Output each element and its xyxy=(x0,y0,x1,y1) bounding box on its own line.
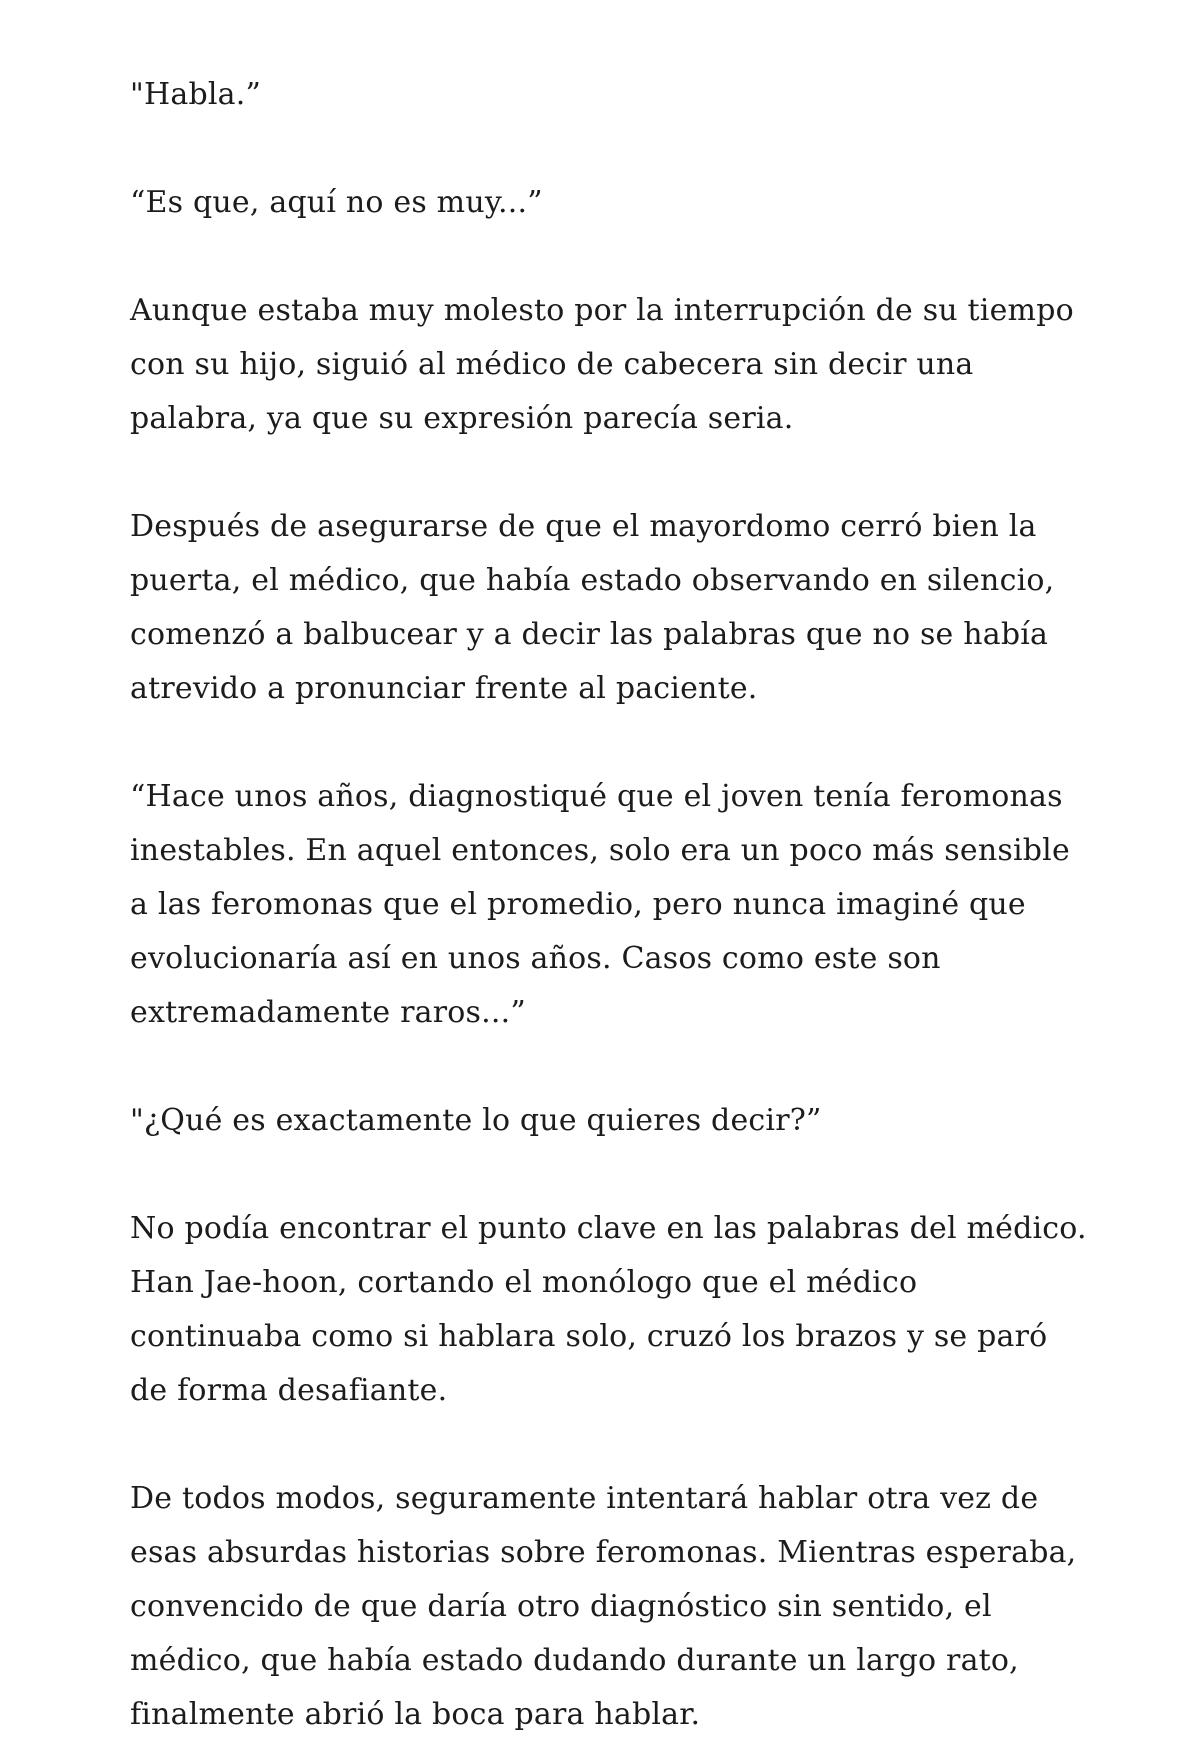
paragraph-narration-waiting: De todos modos, seguramente intentará hablar otra vez de esas absurdas historias sobre feromonas. Mientras esperaba, convencido de que daría otro diagnóstico sin sentido, el médico, que había estado dudando durante un largo rato, finalmente abrió la boca para hablar. xyxy=(130,1481,1077,1732)
paragraph-dialogue-es-que: “Es que, aquí no es muy...” xyxy=(130,185,543,220)
paragraph-dialogue-diagnosis: “Hace unos años, diagnostiqué que el joven tenía feromonas inestables. En aquel entonces, solo era un poco más sensible a las feromonas que el promedio, pero nunca imaginé que evolucionaría así en unos años. Casos como este son extremadamente raros...” xyxy=(130,779,1070,1030)
paragraph-dialogue-habla: "Habla.” xyxy=(130,77,262,112)
paragraph-narration-interruption: Aunque estaba muy molesto por la interrupción de su tiempo con su hijo, siguió al médico de cabecera sin decir una palabra, ya que su expresión parecía seria. xyxy=(130,293,1074,436)
body-text xyxy=(130,68,1090,1742)
paragraph-narration-monologue: No podía encontrar el punto clave en las palabras del médico. Han Jae-hoon, cortando el monólogo que el médico continuaba como si hablara solo, cruzó los brazos y se paró de forma desafiante. xyxy=(130,1211,1087,1408)
paragraph-narration-door: Después de asegurarse de que el mayordomo cerró bien la puerta, el médico, que había estado observando en silencio, comenzó a balbucear y a decir las palabras que no se había atrevido a pronunciar frente al paciente. xyxy=(130,509,1055,706)
paragraph-dialogue-question: "¿Qué es exactamente lo que quieres decir?” xyxy=(130,1103,822,1138)
